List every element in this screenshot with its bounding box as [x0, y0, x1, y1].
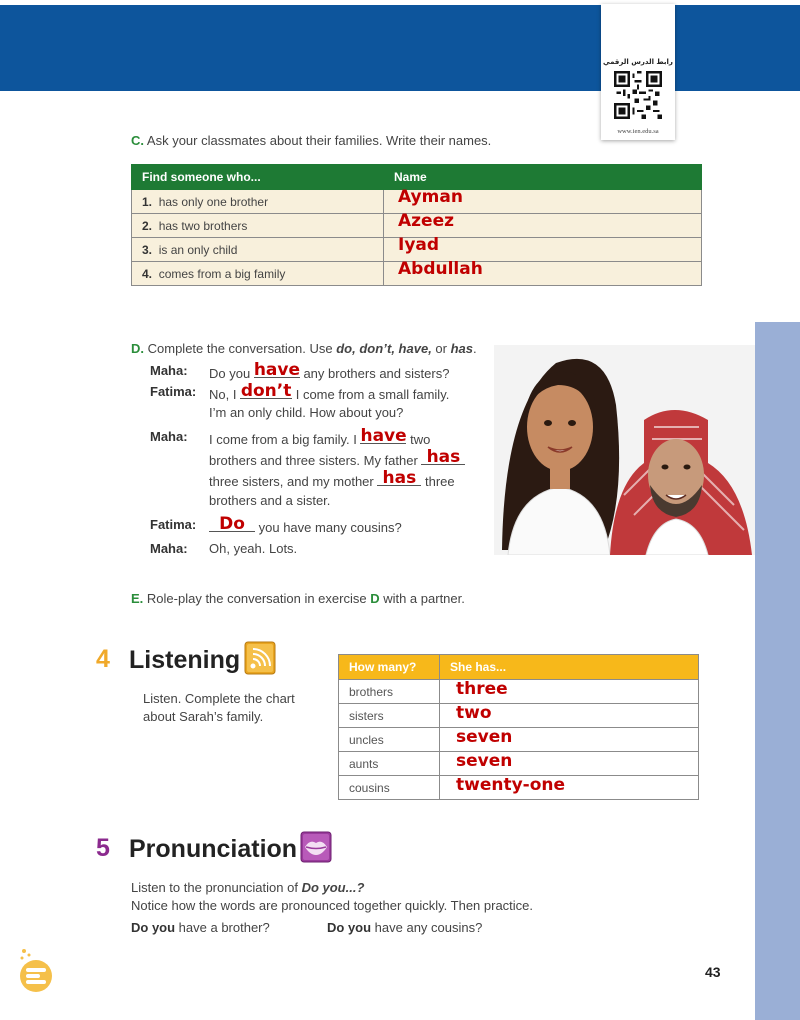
handwritten-answer: twenty-one [456, 775, 566, 795]
exercise-e-instruction [131, 591, 465, 606]
family-illustration [494, 345, 755, 555]
answer-cell[interactable] [440, 680, 699, 704]
speaker-label: Maha: [150, 429, 188, 444]
page-number: 43 [705, 964, 721, 980]
table-cell: uncles [339, 728, 440, 752]
answer-blank[interactable]: Do [209, 517, 255, 532]
table-cell: aunts [339, 752, 440, 776]
answer-cell[interactable] [440, 728, 699, 752]
conversation-line: three sisters, and my mother has three [209, 468, 455, 489]
answer-blank[interactable]: has [377, 471, 421, 486]
answer-blank[interactable]: has [421, 450, 465, 465]
exercise-letter: E. [131, 591, 144, 606]
table-row [132, 262, 702, 286]
family-photo [494, 345, 755, 555]
exercise-letter: D. [131, 341, 144, 356]
handwritten-answer: seven [456, 751, 513, 771]
answer-cell[interactable] [440, 752, 699, 776]
table-row [132, 190, 702, 214]
table-cell: 1. has only one brother [132, 190, 384, 214]
table-row [132, 214, 702, 238]
table-cell: 4. comes from a big family [132, 262, 384, 286]
instruction-text: Complete the conversation. Use [147, 341, 337, 356]
ien-logo-icon [16, 946, 54, 994]
section-number: 4 [96, 645, 110, 673]
qr-card[interactable] [601, 4, 675, 140]
exercise-c-instruction [131, 133, 491, 148]
conversation-line: I’m an only child. How about you? [209, 405, 404, 420]
side-bar [755, 322, 800, 1020]
section-title: Pronunciation [129, 835, 298, 863]
table-header: She has... [440, 655, 699, 680]
table-cell: 2. has two brothers [132, 214, 384, 238]
answer-cell[interactable] [384, 259, 702, 286]
answer-blank[interactable]: don’t [240, 381, 292, 401]
table-cell: cousins [339, 776, 440, 800]
instruction-keywords: do, don’t, have, [336, 341, 432, 356]
lips-icon[interactable] [300, 831, 332, 863]
answer-cell[interactable] [384, 211, 702, 238]
answer-cell[interactable] [384, 235, 702, 262]
conversation-line: Oh, yeah. Lots. [209, 541, 298, 556]
answer-blank[interactable]: have [253, 360, 301, 380]
table-cell: 3. is an only child [132, 238, 384, 262]
qr-url[interactable]: www.ien.edu.sa [617, 128, 659, 135]
qr-code-icon[interactable] [614, 71, 662, 119]
conversation-line: Do you have many cousins? [209, 517, 402, 535]
find-someone-table [131, 164, 702, 286]
handwritten-answer: Ayman [398, 187, 463, 207]
instruction-text: or [431, 341, 451, 356]
speaker-label: Maha: [150, 541, 188, 556]
answer-cell[interactable] [440, 776, 699, 800]
table-header: How many? [339, 655, 440, 680]
pronunciation-example: Do you have any cousins? [327, 920, 483, 935]
speaker-label: Fatima: [150, 517, 197, 532]
instruction-text: Role-play the conversation in exercise [146, 591, 371, 606]
answer-cell[interactable] [440, 704, 699, 728]
conversation-line: No, I don’t I come from a small family. [209, 381, 450, 402]
table-cell: brothers [339, 680, 440, 704]
section-title: Listening [129, 646, 241, 674]
top-banner [0, 5, 800, 91]
table-row [339, 728, 699, 752]
handwritten-answer: three [456, 679, 508, 699]
audio-speaker-icon[interactable] [244, 641, 276, 675]
answer-cell[interactable] [384, 187, 702, 214]
instruction-text: with a partner. [379, 591, 465, 606]
table-header: Find someone who... [132, 165, 384, 190]
conversation-line: I come from a big family. I have two [209, 426, 431, 447]
table-row [339, 704, 699, 728]
pronunciation-instruction: Listen to the pronunciation of Do you...? Notice how the words are pronounced together quickly. Then practice. [131, 880, 534, 913]
exercise-letter: C. [131, 133, 144, 148]
section-number: 5 [96, 834, 110, 862]
table-row [132, 238, 702, 262]
table-row [339, 680, 699, 704]
table-row [339, 752, 699, 776]
conversation-line: brothers and a sister. [209, 493, 331, 508]
exercise-d-instruction [131, 341, 477, 356]
table-header: Name [384, 165, 702, 190]
table-cell: sisters [339, 704, 440, 728]
instruction-keyword: has [450, 341, 474, 356]
pronunciation-example: Do you have a brother? [131, 920, 270, 935]
speaker-label: Fatima: [150, 384, 197, 399]
handwritten-answer: seven [456, 727, 513, 747]
exercise-reference: D [370, 591, 380, 606]
listening-instruction: Listen. Complete the chart about Sarah’s family. [143, 691, 295, 724]
listening-chart [338, 654, 699, 800]
handwritten-answer: Azeez [398, 211, 455, 231]
qr-title: رابط الدرس الرقمي [603, 58, 673, 66]
instruction-text: . [473, 341, 477, 356]
conversation-line: Do you have any brothers and sisters? [209, 360, 450, 381]
speaker-label: Maha: [150, 363, 188, 378]
handwritten-answer: Abdullah [398, 259, 483, 279]
handwritten-answer: Iyad [398, 235, 440, 255]
instruction-text: Ask your classmates about their families. Write their names. [146, 133, 492, 148]
handwritten-answer: two [456, 703, 492, 723]
conversation-line: brothers and three sisters. My father has [209, 450, 465, 468]
answer-blank[interactable]: have [360, 426, 407, 446]
table-row [339, 776, 699, 800]
